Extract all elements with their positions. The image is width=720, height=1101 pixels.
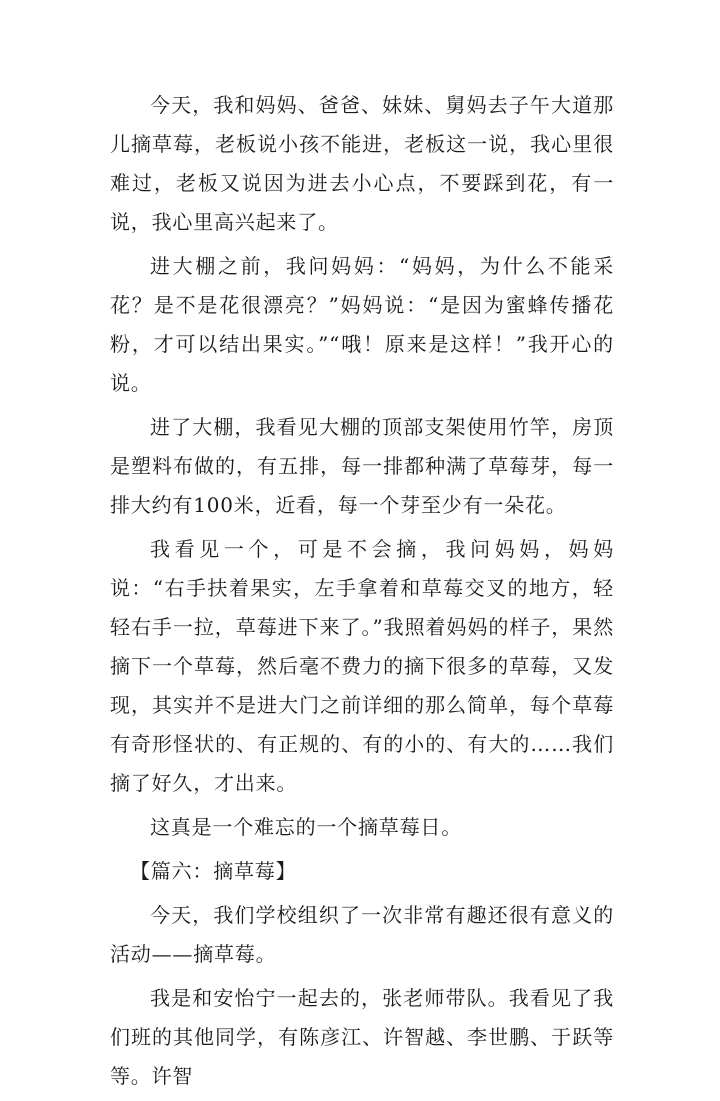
section-paragraph-2: 我是和安怡宁一起去的，张老师带队。我看见了我们班的其他同学，有陈彦江、许智越、李世鹏、于跃等等。许智 [110,986,614,1088]
paragraph-3: 进了大棚，我看见大棚的顶部支架使用竹竿，房顶是塑料布做的，有五排，每一排都种满了草莓芽，每一排大约有100米，近看，每一个芽至少有一朵花。 [110,415,614,517]
paragraph-2: 进大棚之前，我问妈妈：“妈妈，为什么不能采花？是不是花很漂亮？”妈妈说：“是因为蜜蜂传播花粉，才可以结出果实。”“哦！原来是这样！”我开心的说。 [110,254,614,395]
paragraph-4: 我看见一个，可是不会摘，我问妈妈，妈妈说：“右手扶着果实，左手拿着和草莓交叉的地方，轻轻右手一拉，草莓进下来了。”我照着妈妈的样子，果然摘下一个草莓，然后毫不费力的摘下很多的草莓，又发现，其实并不是进大门之前详细的那么简单，每个草莓有奇形怪状的、有正规的、有的小的、有大的……我们摘了好久，才出来。 [110,537,614,795]
paragraph-1: 今天，我和妈妈、爸爸、妹妹、舅妈去子午大道那儿摘草莓，老板说小孩不能进，老板这一说，我心里很难过，老板又说因为进去小心点，不要踩到花，有一说，我心里高兴起来了。 [110,93,614,234]
document-page [110,86,614,1101]
section-heading: 【篇六：摘草莓】 [130,859,297,883]
section-paragraph-1: 今天，我们学校组织了一次非常有趣还很有意义的活动——摘草莓。 [110,903,614,966]
paragraph-5: 这真是一个难忘的一个摘草莓日。 [150,815,462,839]
